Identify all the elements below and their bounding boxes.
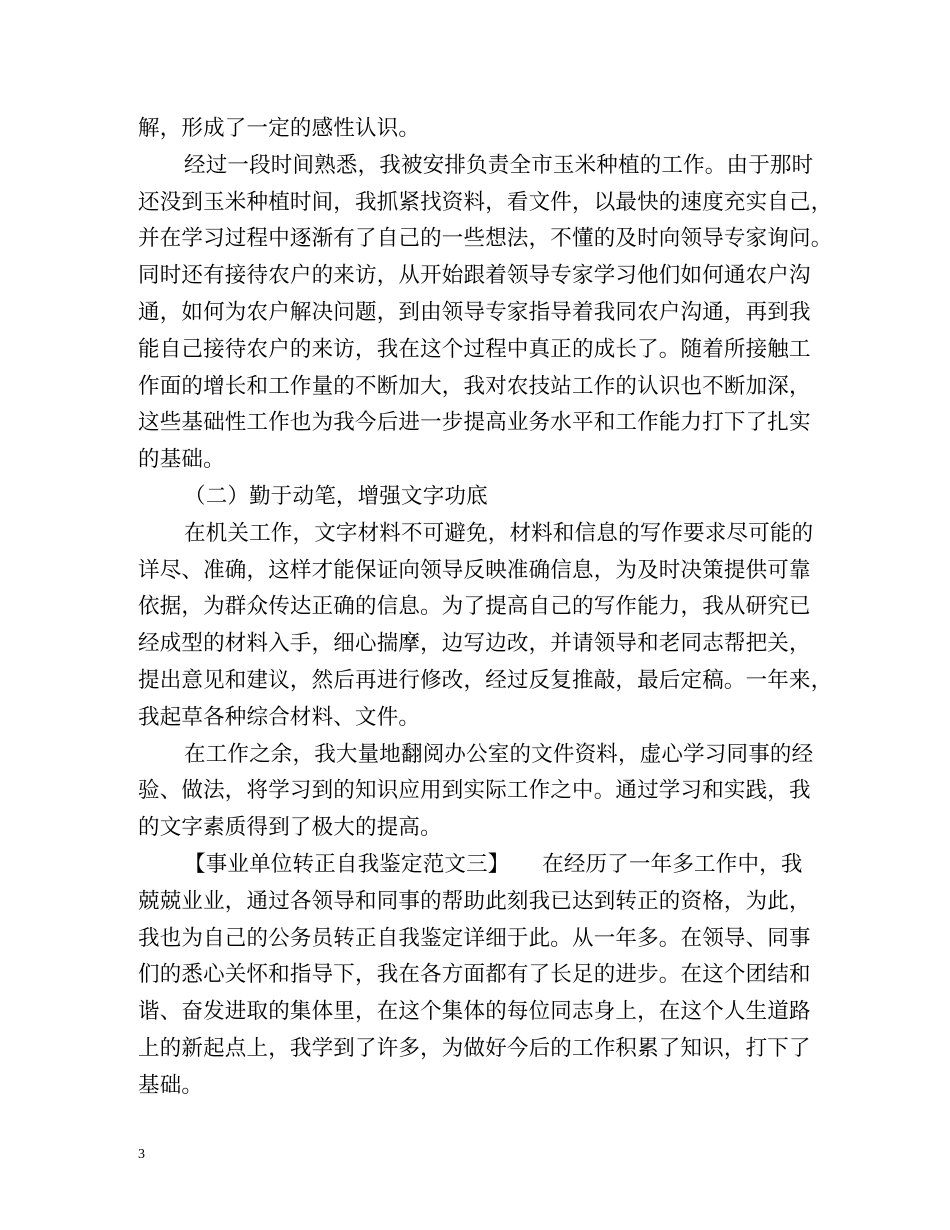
text-line: 提出意见和建议，然后再进行修改，经过反复推敲，最后定稿。一年来， xyxy=(138,667,833,693)
text-line: 能自己接待农户的来访，我在这个过程中真正的成长了。随着所接触工 xyxy=(138,336,811,362)
text-line: 作面的增长和工作量的不断加大，我对农技站工作的认识也不断加深， xyxy=(138,373,811,399)
text-line: 谐、奋发进取的集体里，在这个集体的每位同志身上，在这个人生道路 xyxy=(138,999,811,1025)
text-line: 兢兢业业，通过各领导和同事的帮助此刻我已达到转正的资格，为此， xyxy=(138,888,811,914)
text-line: 解，形成了一定的感性认识。 xyxy=(138,116,421,141)
text-line: 并在学习过程中逐渐有了自己的一些想法，不懂的及时向领导专家询问。 xyxy=(138,226,833,252)
text-line: 在工作之余，我大量地翻阅办公室的文件资料，虚心学习同事的经 xyxy=(184,741,814,767)
text-line: 这些基础性工作也为我今后进一步提高业务水平和工作能力打下了扎实 xyxy=(138,410,811,436)
text-line: 我起草各种综合材料、文件。 xyxy=(138,704,421,730)
text-line: 基础。 xyxy=(138,1072,204,1098)
text-line: 在机关工作，文字材料不可避免，材料和信息的写作要求尽可能的 xyxy=(184,520,814,546)
text-line: 经过一段时间熟悉，我被安排负责全市玉米种植的工作。由于那时 xyxy=(184,152,814,178)
text-line: 我也为自己的公务员转正自我鉴定详细于此。从一年多。在领导、同事 xyxy=(138,925,811,951)
document-body xyxy=(138,111,833,1105)
text-line: 的基础。 xyxy=(138,447,225,473)
text-line: 验、做法，将学习到的知识应用到实际工作之中。通过学习和实践，我 xyxy=(138,778,811,804)
text-line: 们的悉心关怀和指导下，我在各方面都有了长足的进步。在这个团结和 xyxy=(138,962,811,988)
page-number: 3 xyxy=(138,1147,145,1162)
text-line: 上的新起点上，我学到了许多，为做好今后的工作积累了知识，打下了 xyxy=(138,1035,811,1061)
text-line: 的文字素质得到了极大的提高。 xyxy=(138,815,442,841)
section-heading: （二）勤于动笔，增强文字功底 xyxy=(184,483,488,509)
text-line: 详尽、准确，这样才能保证向领导反映准确信息，为及时决策提供可靠 xyxy=(138,557,811,583)
text-line: 依据，为群众传达正确的信息。为了提高自己的写作能力，我从研究已 xyxy=(138,594,811,620)
text-line: 还没到玉米种植时间，我抓紧找资料，看文件，以最快的速度充实自己， xyxy=(138,189,833,215)
text-line: 同时还有接待农户的来访，从开始跟着领导专家学习他们如何通农户沟 xyxy=(138,263,811,289)
text-line: 【事业单位转正自我鉴定范文三】 在经历了一年多工作中，我 xyxy=(184,851,803,877)
text-line: 通，如何为农户解决问题，到由领导专家指导着我同农户沟通，再到我 xyxy=(138,299,811,325)
text-line: 经成型的材料入手，细心揣摩，边写边改，并请领导和老同志帮把关， xyxy=(138,631,811,657)
